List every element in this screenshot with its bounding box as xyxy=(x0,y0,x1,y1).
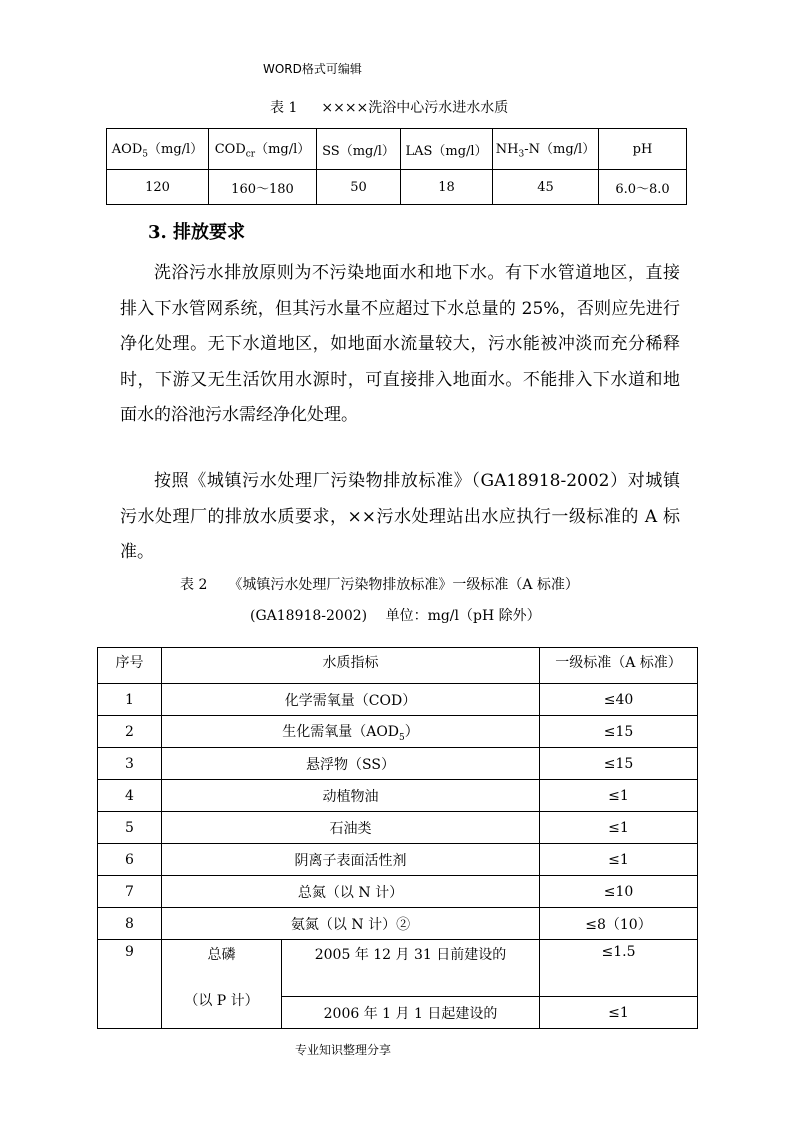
row-number: 7 xyxy=(98,876,162,908)
standard-reference-paragraph xyxy=(120,464,680,571)
discharge-principle-paragraph xyxy=(120,256,680,434)
table-row xyxy=(98,940,698,997)
row-number: 2 xyxy=(98,716,162,748)
row-standard: ≤15 xyxy=(540,716,698,748)
row-standard: ≤1 xyxy=(540,997,698,1029)
table-row xyxy=(98,812,698,844)
discharge-standard-table xyxy=(97,647,698,1029)
row-number: 1 xyxy=(98,684,162,716)
paragraph-text: 按照《城镇污水处理厂污染物排放标准》（GA18918-2002）对城镇污水处理厂的排放水质要求，××污水处理站出水应执行一级标准的 A 标准。 xyxy=(120,471,680,562)
row-standard: ≤10 xyxy=(540,876,698,908)
row-condition: 2006 年 1 月 1 日起建设的 xyxy=(282,997,540,1029)
row-standard: ≤1.5 xyxy=(540,940,698,997)
table1-caption xyxy=(270,97,508,117)
table1-value-cell: 18 xyxy=(401,170,493,205)
table2-header-row xyxy=(98,648,698,684)
table1-value-cell: 6.0～8.0 xyxy=(599,170,687,205)
table1-value-cell: 120 xyxy=(107,170,209,205)
paragraph-text: 洗浴污水排放原则为不污染地面水和地下水。有下水管道地区，直接排入下水管网系统，但其污水量不应超过下水总量的 25%，否则应先进行净化处理。无下水道地区，如地面水流量较大，污水能被冲淡而充分稀释时，下游又无生活饮用水源时，可直接排入地面水。不能排入下水道和地面水的浴池污水需经净化处理。 xyxy=(120,263,680,425)
table1-value-cell: 50 xyxy=(317,170,401,205)
table1-header-cell: SS（mg/l） xyxy=(317,129,401,170)
page-footer-label: 专业知识整理分享 xyxy=(295,1043,392,1057)
table-row xyxy=(98,844,698,876)
row-number: 5 xyxy=(98,812,162,844)
section-heading: 3. 排放要求 xyxy=(148,222,246,243)
row-number: 6 xyxy=(98,844,162,876)
row-item: 阴离子表面活性剂 xyxy=(162,844,540,876)
table1-header-cell: $AOD_5(mg/l)$ xyxy=(107,129,209,170)
table1-header-cell: $NH_3-N(mg/l)$ xyxy=(493,129,599,170)
table2-caption: 表 2 《城镇污水处理厂污染物排放标准》一级标准（A 标准） xyxy=(180,577,579,593)
row-standard: ≤15 xyxy=(540,748,698,780)
row-item-line: （以 P 计） xyxy=(184,993,259,1009)
table1-value-row xyxy=(107,170,687,205)
row-standard: ≤40 xyxy=(540,684,698,716)
table2-header-cell: 水质指标 xyxy=(162,648,540,684)
row-item: 总氮（以 N 计） xyxy=(162,876,540,908)
table-row xyxy=(98,684,698,716)
table1-caption-number: 表 1 xyxy=(270,100,298,116)
row-number: 9 xyxy=(98,940,162,1029)
table1-caption-title: ××××洗浴中心污水进水水质 xyxy=(321,100,509,116)
table-row xyxy=(98,716,698,748)
table1-header-row xyxy=(107,129,687,170)
table-row xyxy=(98,748,698,780)
table2-caption-unit: (GA18918-2002) 单位：mg/l（pH 除外） xyxy=(250,608,541,624)
table2-header-cell: 序号 xyxy=(98,648,162,684)
row-standard: ≤8（10） xyxy=(540,908,698,940)
row-item: 氨氮（以 N 计）② xyxy=(162,908,540,940)
table1-header-cell: $COD_{cr}(mg/l)$ xyxy=(209,129,317,170)
table-row xyxy=(98,908,698,940)
row-standard: ≤1 xyxy=(540,844,698,876)
table-row xyxy=(98,876,698,908)
table1-value-cell: 160～180 xyxy=(209,170,317,205)
influent-quality-table xyxy=(106,128,687,205)
table-row xyxy=(98,780,698,812)
row-number: 4 xyxy=(98,780,162,812)
row-item: 动植物油 xyxy=(162,780,540,812)
table1-header-cell: pH xyxy=(599,129,687,170)
row-condition: 2005 年 12 月 31 日前建设的 xyxy=(282,940,540,997)
row-number: 8 xyxy=(98,908,162,940)
row-item xyxy=(162,940,282,1029)
table2-header-cell: 一级标准（A 标准） xyxy=(540,648,698,684)
row-item: 石油类 xyxy=(162,812,540,844)
table1-value-cell: 45 xyxy=(493,170,599,205)
row-standard: ≤1 xyxy=(540,780,698,812)
table1-header-cell: LAS（mg/l） xyxy=(401,129,493,170)
row-standard: ≤1 xyxy=(540,812,698,844)
page-header-label: WORD格式可编辑 xyxy=(263,62,362,76)
row-item: 化学需氧量（COD） xyxy=(162,684,540,716)
row-item: 生化需氧量$(AOD_5)$ xyxy=(162,716,540,748)
row-item: 悬浮物（SS） xyxy=(162,748,540,780)
row-item-line: 总磷 xyxy=(207,947,236,963)
row-number: 3 xyxy=(98,748,162,780)
